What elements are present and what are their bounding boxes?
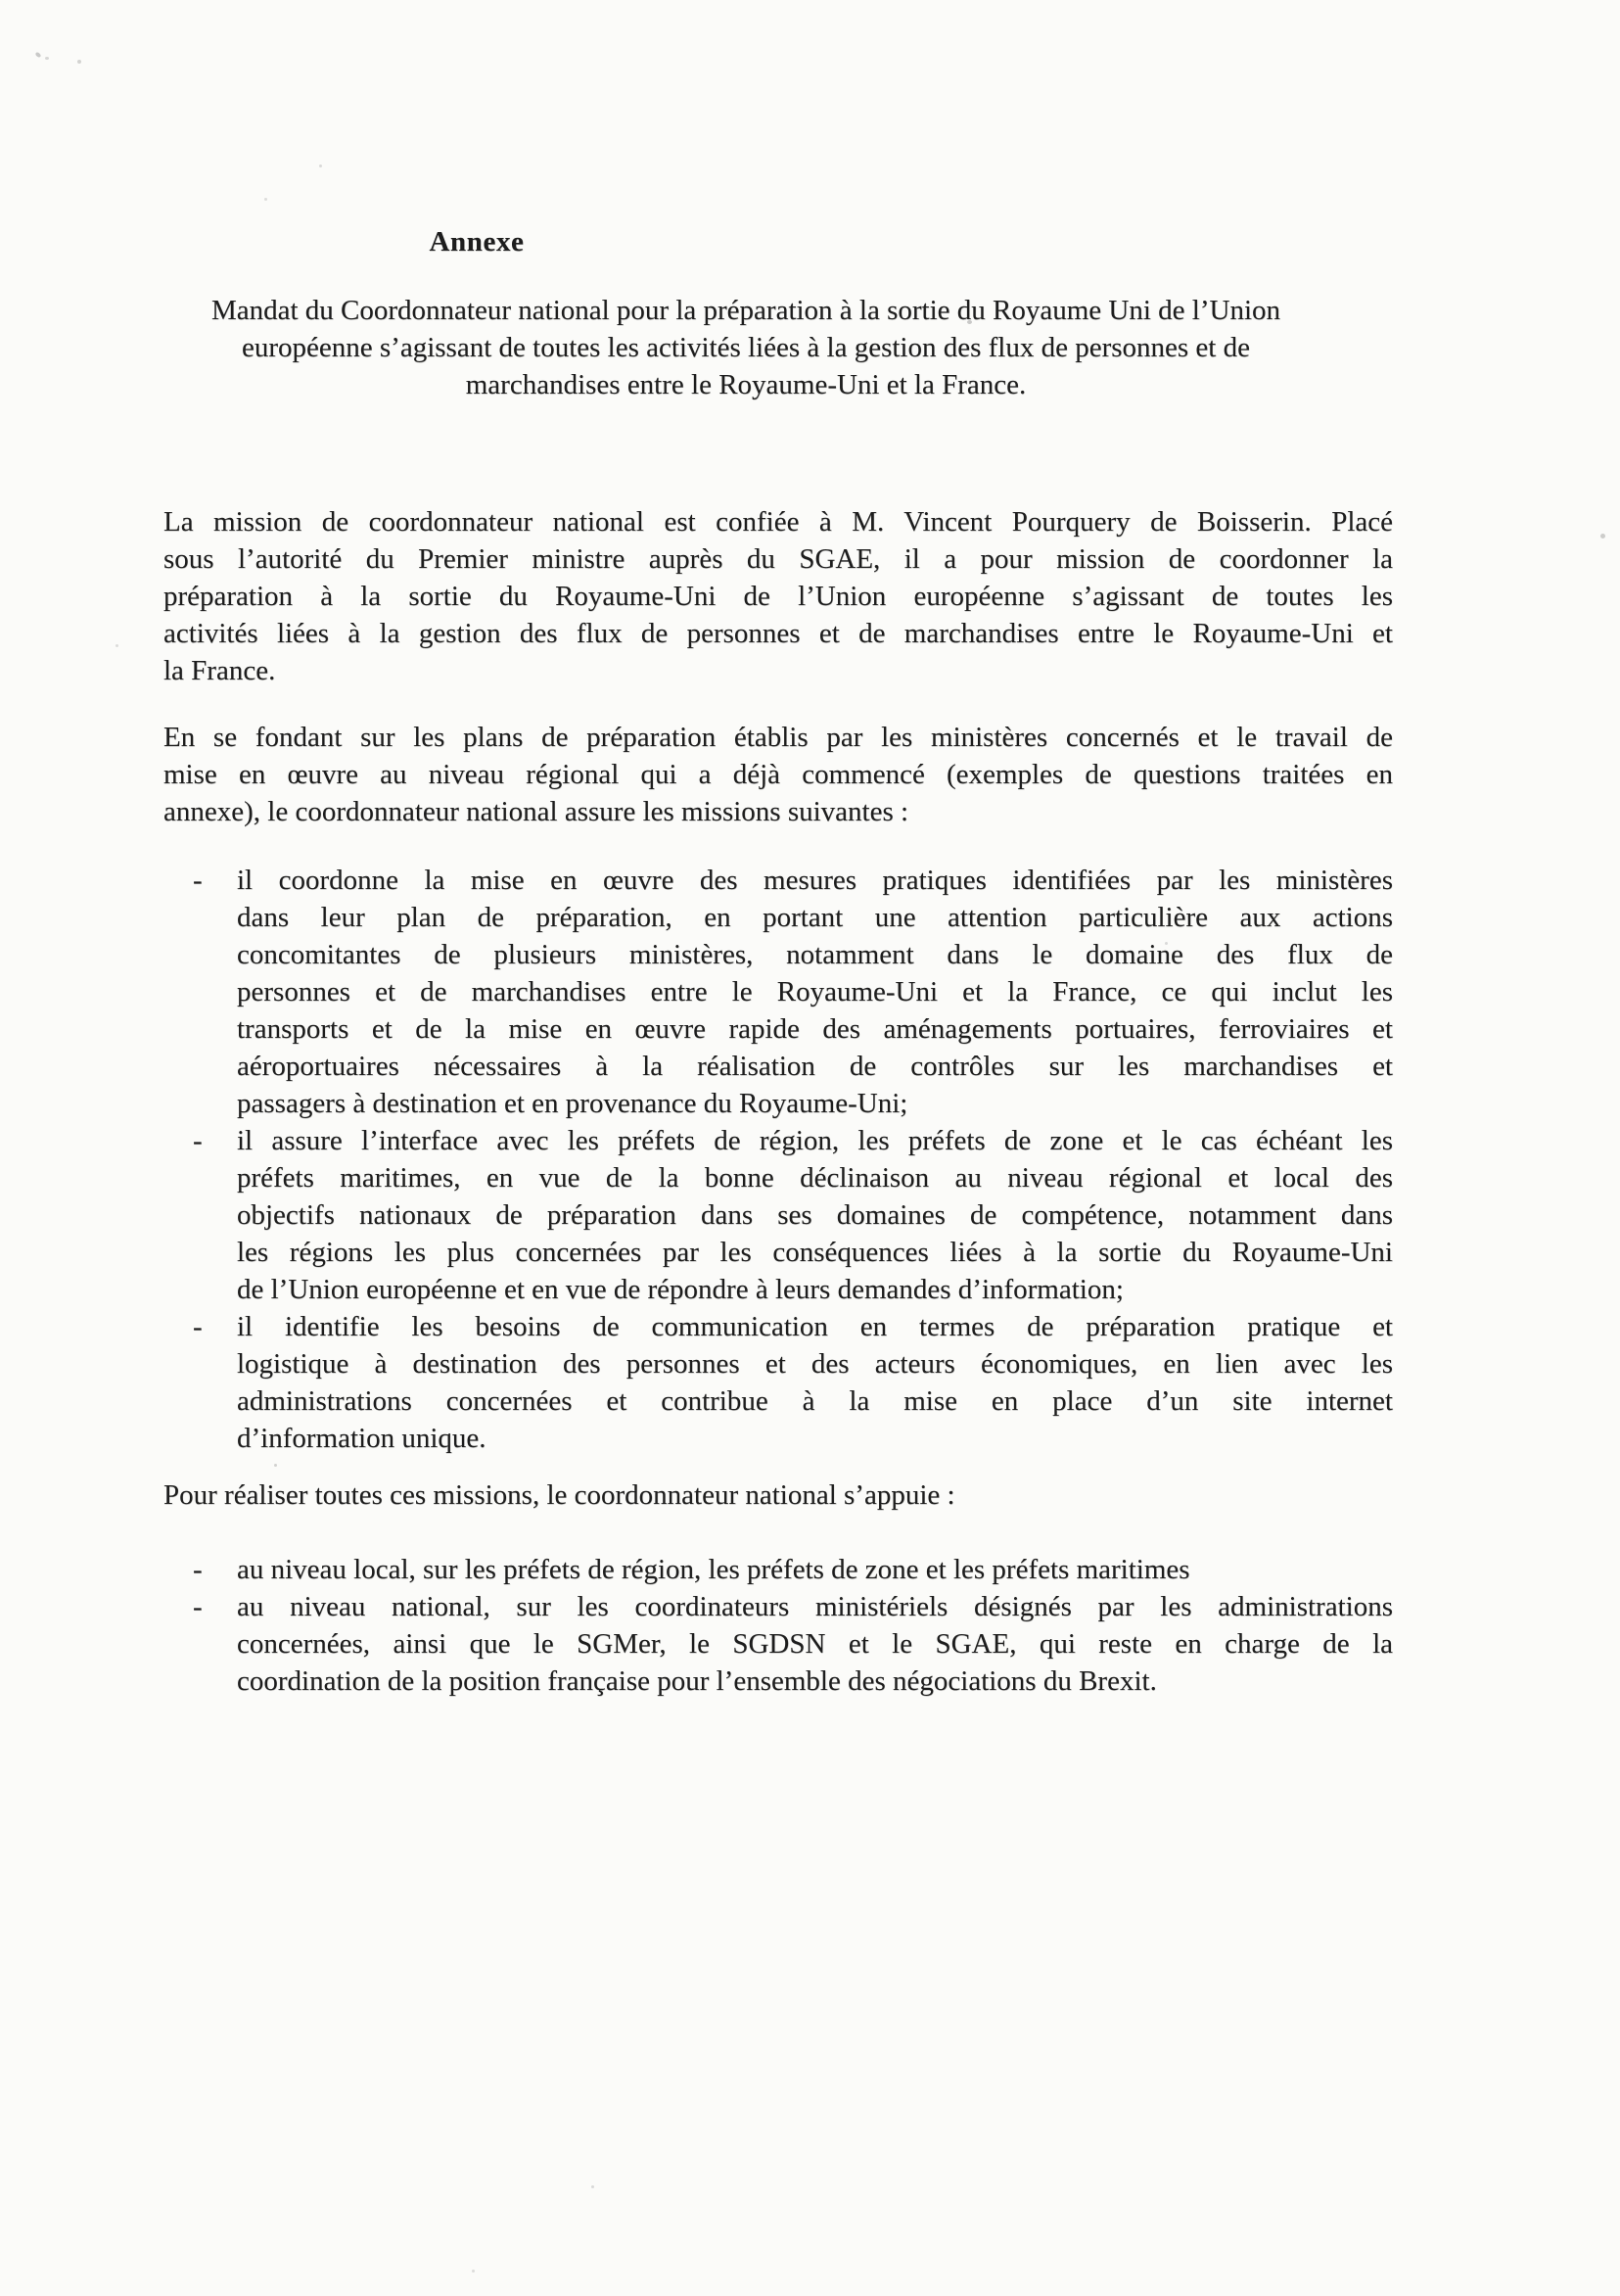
support-item-text xyxy=(237,1551,1393,1588)
text-line: les régions les plus concernées par les conséquences liées à la sortie du Royaume-Uni xyxy=(237,1237,1393,1268)
support-item-national xyxy=(163,1588,1393,1700)
scan-speck xyxy=(116,644,118,647)
text-line: mise en œuvre au niveau régional qui a déjà commencé (exemples de questions traitées en xyxy=(163,759,1393,790)
text-line: aéroportuaires nécessaires à la réalisation de contrôles sur les marchandises et xyxy=(237,1051,1393,1082)
text-line: de l’Union européenne et en vue de répondre à leurs demandes d’information; xyxy=(237,1274,1124,1305)
text-line: marchandises entre le Royaume-Uni et la France. xyxy=(465,369,1027,400)
support-item-text xyxy=(237,1588,1393,1700)
text-line: Pour réaliser toutes ces missions, le coordonnateur national s’appuie : xyxy=(163,1479,955,1511)
scan-speck xyxy=(77,60,81,64)
bullet-dash: - xyxy=(193,865,203,896)
bullet-dash: - xyxy=(193,1311,203,1342)
scan-speck xyxy=(472,2270,475,2273)
text-line: En se fondant sur les plans de préparation établis par les ministères concernés et le travail de xyxy=(163,722,1393,753)
document-title: Annexe xyxy=(429,226,525,258)
scan-speck xyxy=(1600,534,1605,539)
mission-item-prefets-interface xyxy=(163,1122,1393,1308)
bullet-dash: - xyxy=(193,1591,203,1622)
mission-item-coordination xyxy=(163,862,1393,1122)
paragraph-missions-intro xyxy=(163,719,1393,830)
text-line: concomitantes de plusieurs ministères, notamment dans le domaine des flux de xyxy=(237,939,1393,970)
text-line: activités liées à la gestion des flux de personnes et de marchandises entre le Royaume-Uni et xyxy=(163,618,1393,649)
text-line: européenne s’agissant de toutes les activités liées à la gestion des flux de personnes et de xyxy=(242,332,1250,363)
scan-speck xyxy=(591,2185,594,2188)
text-line: sous l’autorité du Premier ministre auprès du SGAE, il a pour mission de coordonner la xyxy=(163,543,1393,575)
text-line: au niveau local, sur les préfets de région, les préfets de zone et les préfets maritimes xyxy=(237,1554,1190,1585)
text-line: il identifie les besoins de communication en termes de préparation pratique et xyxy=(237,1311,1393,1342)
text-line: passagers à destination et en provenance du Royaume-Uni; xyxy=(237,1088,908,1119)
document-content xyxy=(163,0,1393,1700)
text-line: d’information unique. xyxy=(237,1423,486,1454)
text-line: transports et de la mise en œuvre rapide des aménagements portuaires, ferroviaires et xyxy=(237,1013,1393,1045)
text-line: logistique à destination des personnes et des acteurs économiques, en lien avec les xyxy=(237,1348,1393,1380)
bullet-dash: - xyxy=(193,1125,203,1156)
scan-speck xyxy=(45,57,49,60)
text-line: préfets maritimes, en vue de la bonne déclinaison au niveau régional et local des xyxy=(237,1162,1393,1194)
text-line: La mission de coordonnateur national est confiée à M. Vincent Pourquery de Boisserin. Placé xyxy=(163,506,1393,538)
text-line: personnes et de marchandises entre le Royaume-Uni et la France, ce qui inclut les xyxy=(237,976,1393,1007)
text-line: annexe), le coordonnateur national assure les missions suivantes : xyxy=(163,796,909,827)
bullet-dash: - xyxy=(193,1554,203,1585)
mission-item-text xyxy=(237,1122,1393,1308)
text-line: préparation à la sortie du Royaume-Uni de l’Union européenne s’agissant de toutes les xyxy=(163,581,1393,612)
text-line: dans leur plan de préparation, en portant une attention particulière aux actions xyxy=(237,902,1393,933)
text-line: objectifs nationaux de préparation dans ses domaines de compétence, notamment dans xyxy=(237,1199,1393,1231)
text-line: concernées, ainsi que le SGMer, le SGDSN et le SGAE, qui reste en charge de la xyxy=(237,1628,1393,1660)
paragraph-support-intro xyxy=(163,1476,1393,1514)
document-subject xyxy=(163,292,1328,403)
text-line: Mandat du Coordonnateur national pour la préparation à la sortie du Royaume Uni de l’Union xyxy=(210,295,1281,326)
text-line: il assure l’interface avec les préfets de région, les préfets de zone et le cas échéant les xyxy=(237,1125,1393,1156)
text-line: administrations concernées et contribue à la mise en place d’un site internet xyxy=(237,1385,1393,1417)
text-line: la France. xyxy=(163,655,276,686)
mission-item-communication xyxy=(163,1308,1393,1457)
text-line: il coordonne la mise en œuvre des mesures pratiques identifiées par les ministères xyxy=(237,865,1393,896)
text-line: au niveau national, sur les coordinateurs ministériels désignés par les administrations xyxy=(237,1591,1393,1622)
support-item-local xyxy=(163,1551,1393,1588)
paragraph-mission-assignment xyxy=(163,503,1393,689)
scan-speck xyxy=(34,52,41,59)
support-list xyxy=(163,1551,1393,1700)
mission-item-text xyxy=(237,862,1393,1122)
text-line: coordination de la position française pour l’ensemble des négociations du Brexit. xyxy=(237,1665,1157,1697)
missions-list xyxy=(163,862,1393,1457)
mission-item-text xyxy=(237,1308,1393,1457)
